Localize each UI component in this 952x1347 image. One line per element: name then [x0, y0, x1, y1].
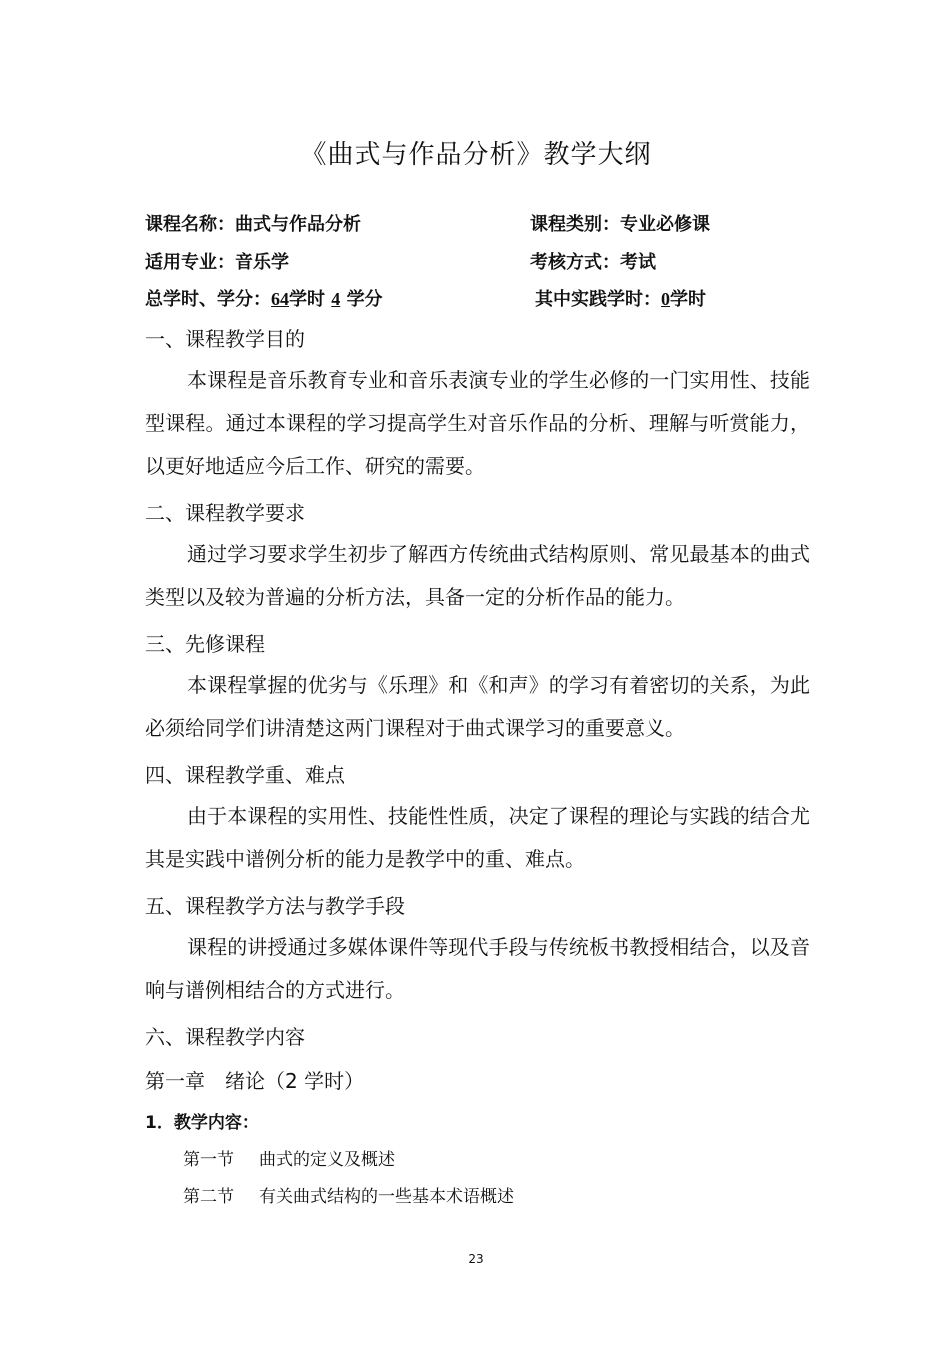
section-text-1: 本课程是音乐教育专业和音乐表演专业的学生必修的一门实用性、技能型课程。通过本课程的学习提高学生对音乐作品的分析、理解与听赏能力，以更好地适应今后工作、研究的需要。	[145, 368, 810, 478]
page-title: 《曲式与作品分析》教学大纲	[300, 140, 652, 170]
section-heading-2: 二、课程教学要求	[145, 501, 305, 525]
section-heading-4: 四、课程教学重、难点	[145, 763, 345, 787]
course-type: 课程类别：专业必修课	[530, 214, 710, 235]
meta-row-2	[145, 248, 852, 272]
section-text-4: 由于本课程的实用性、技能性性质，决定了课程的理论与实践的结合尤其是实践中谱例分析的能力是教学中的重、难点。	[145, 804, 810, 871]
practice-prefix: 其中实践学时：	[535, 289, 661, 310]
section-text-5: 课程的讲授通过多媒体课件等现代手段与传统板书教授相结合，以及音响与谱例相结合的方式进行。	[145, 935, 810, 1002]
content-item	[183, 1182, 514, 1207]
meta-row-1	[145, 210, 852, 234]
hours-mid: 学时	[289, 289, 325, 310]
item-number: 第一节	[183, 1150, 234, 1170]
teaching-content-subheading: 1．教学内容：	[145, 1113, 259, 1133]
practice-hours	[535, 285, 706, 311]
major: 适用专业：音乐学	[145, 252, 289, 273]
page-number: 23	[468, 1252, 484, 1266]
hours-credits	[145, 285, 383, 311]
section-heading-1: 一、课程教学目的	[145, 327, 305, 351]
hours-prefix: 总学时、学分：	[145, 289, 271, 310]
meta-row-3	[145, 285, 852, 309]
section-heading-6: 六、课程教学内容	[145, 1025, 305, 1049]
credits: 4	[331, 289, 341, 309]
credits-suffix: 学分	[346, 289, 383, 310]
section-heading-3: 三、先修课程	[145, 632, 265, 656]
item-text: 有关曲式结构的一些基本术语概述	[259, 1187, 514, 1207]
practice-suffix: 学时	[670, 289, 706, 310]
content-item	[183, 1145, 395, 1170]
item-text: 曲式的定义及概述	[259, 1150, 395, 1170]
total-hours: 64	[271, 289, 289, 309]
assessment: 考核方式：考试	[530, 252, 656, 273]
item-number: 第二节	[183, 1187, 234, 1207]
section-text-3: 本课程掌握的优劣与《乐理》和《和声》的学习有着密切的关系，为此必须给同学们讲清楚这两门课程对于曲式课学习的重要意义。	[145, 673, 810, 740]
section-text-2: 通过学习要求学生初步了解西方传统曲式结构原则、常见最基本的曲式类型以及较为普遍的分析方法，具备一定的分析作品的能力。	[145, 542, 810, 609]
course-name: 课程名称：曲式与作品分析	[145, 214, 361, 235]
section-heading-5: 五、课程教学方法与教学手段	[145, 894, 405, 918]
practice-hours-value: 0	[661, 289, 670, 309]
chapter-heading: 第一章 绪论（2 学时）	[145, 1069, 365, 1093]
